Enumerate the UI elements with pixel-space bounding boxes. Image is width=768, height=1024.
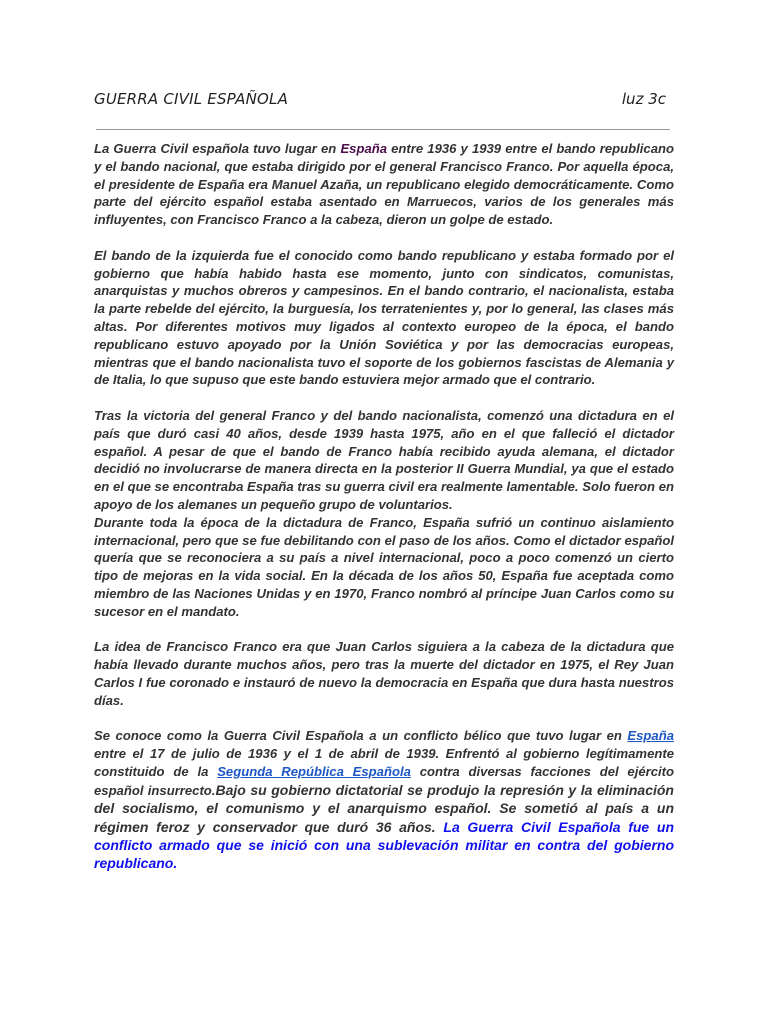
paragraph-4: Durante toda la época de la dictadura de Franco, España sufrió un continuo aislamiento internacional, pero que se fue debilitando con el paso de los años. Como el dictador español quería que se reconociera a su país a nivel internacional, poco a poco comenzó un cierto tipo de mejoras en la vida social. En la década de los años 50, España fue aceptada como miembro de las Naciones Unidas y en 1970, Franco nombró al príncipe Juan Carlos como su sucesor en el mandato.	[94, 514, 674, 619]
spain-link[interactable]: España	[627, 728, 674, 744]
paragraph-3: Tras la victoria del general Franco y del bando nacionalista, comenzó una dictadura en el país que duró casi 40 años, desde 1939 hasta 1975, año en el que falleció el dictador español. A pesar de que el bando de Franco había recibido ayuda alemana, el dictador decidió no involucrarse de manera directa en la posterior II Guerra Mundial, ya que el estado en el que se encontraba España tras su guerra civil era realmente lamentable. Solo fueron en apoyo de los alemanes un pequeño grupo de voluntarios.	[94, 407, 674, 512]
document-body	[94, 140, 674, 873]
paragraph-spacer	[94, 229, 674, 247]
paragraph-1-start: La Guerra Civil española tuvo lugar en	[94, 141, 341, 156]
paragraph-5: La idea de Francisco Franco era que Juan Carlos siguiera a la cabeza de la dictadura que había llevado durante muchos años, pero tras la muerte del dictador en 1975, el Rey Juan Carlos I fue coronado e instauró de nuevo la democracia en España que dura hasta nuestros días.	[94, 639, 674, 708]
paragraph-6-end: contra diversas facciones del ejército español insurrecto.	[94, 763, 674, 798]
paragraph-1-rest: entre 1936 y 1939 entre el bando republicano y el bando nacional, que estaba dirigido por el general Francisco Franco. Por aquella época, el presidente de España era Manuel Azaña, un republicano elegido democráticamente. Como parte del ejército español estaba asentado en Marruecos, varios de los generales más influyentes, con Francisco Franco a la cabeza, dieron un golpe de estado.	[94, 141, 674, 228]
spain-highlight: España	[340, 141, 388, 156]
paragraph-2: El bando de la izquierda fue el conocido como bando republicano y estaba formado por el gobierno que había habido hasta ese momento, junto con sindicatos, comunistas, anarquistas y muchos obreros y campesinos. En el bando contrario, el nacionalista, estaba la parte rebelde del ejército, la burguesía, los terratenientes y, por lo general, las clases más altas. Por diferentes motivos muy ligados al contexto europeo de la época, el bando republicano estuvo apoyado por la Unión Soviética y por las democracias europeas, mientras que el bando nacionalista tuvo el soporte de los gobiernos fascistas de Alemania y de Italia, lo que supuso que este bando estuviera mejor armado que el contrario.	[94, 247, 674, 388]
document-header	[94, 90, 674, 114]
paragraph-spacer	[94, 389, 674, 407]
paragraph-6-start: Se conoce como la Guerra Civil Española a un conflicto bélico que tuvo lugar en	[94, 728, 628, 744]
paragraph-6-mid: entre el 17 de julio de 1936 y el 1 de abril de 1939. Enfrentó al gobierno legítimamente constituido de la	[94, 746, 674, 779]
paragraph-6-dictatorship: Bajo su gobierno dictatorial se produjo la represión y la eliminación del socialismo, el comunismo y el anarquismo español. Se sometió al país a un régimen feroz y conservador que duró 36 años.	[94, 781, 674, 836]
paragraph-spacer	[94, 621, 674, 639]
document-title: GUERRA CIVIL ESPAÑOLA	[94, 90, 289, 108]
paragraph-6	[94, 727, 674, 872]
paragraph-6-blue-summary: La Guerra Civil Española fue un conflicto armado que se inició con una sublevación militar en contra del gobierno republicano.	[94, 819, 674, 871]
document-author: luz 3c	[621, 90, 666, 108]
header-divider	[96, 129, 670, 130]
segunda-republica-link[interactable]: Segunda República Española	[217, 763, 411, 779]
paragraph-spacer	[94, 710, 674, 728]
paragraph-1	[94, 140, 674, 229]
